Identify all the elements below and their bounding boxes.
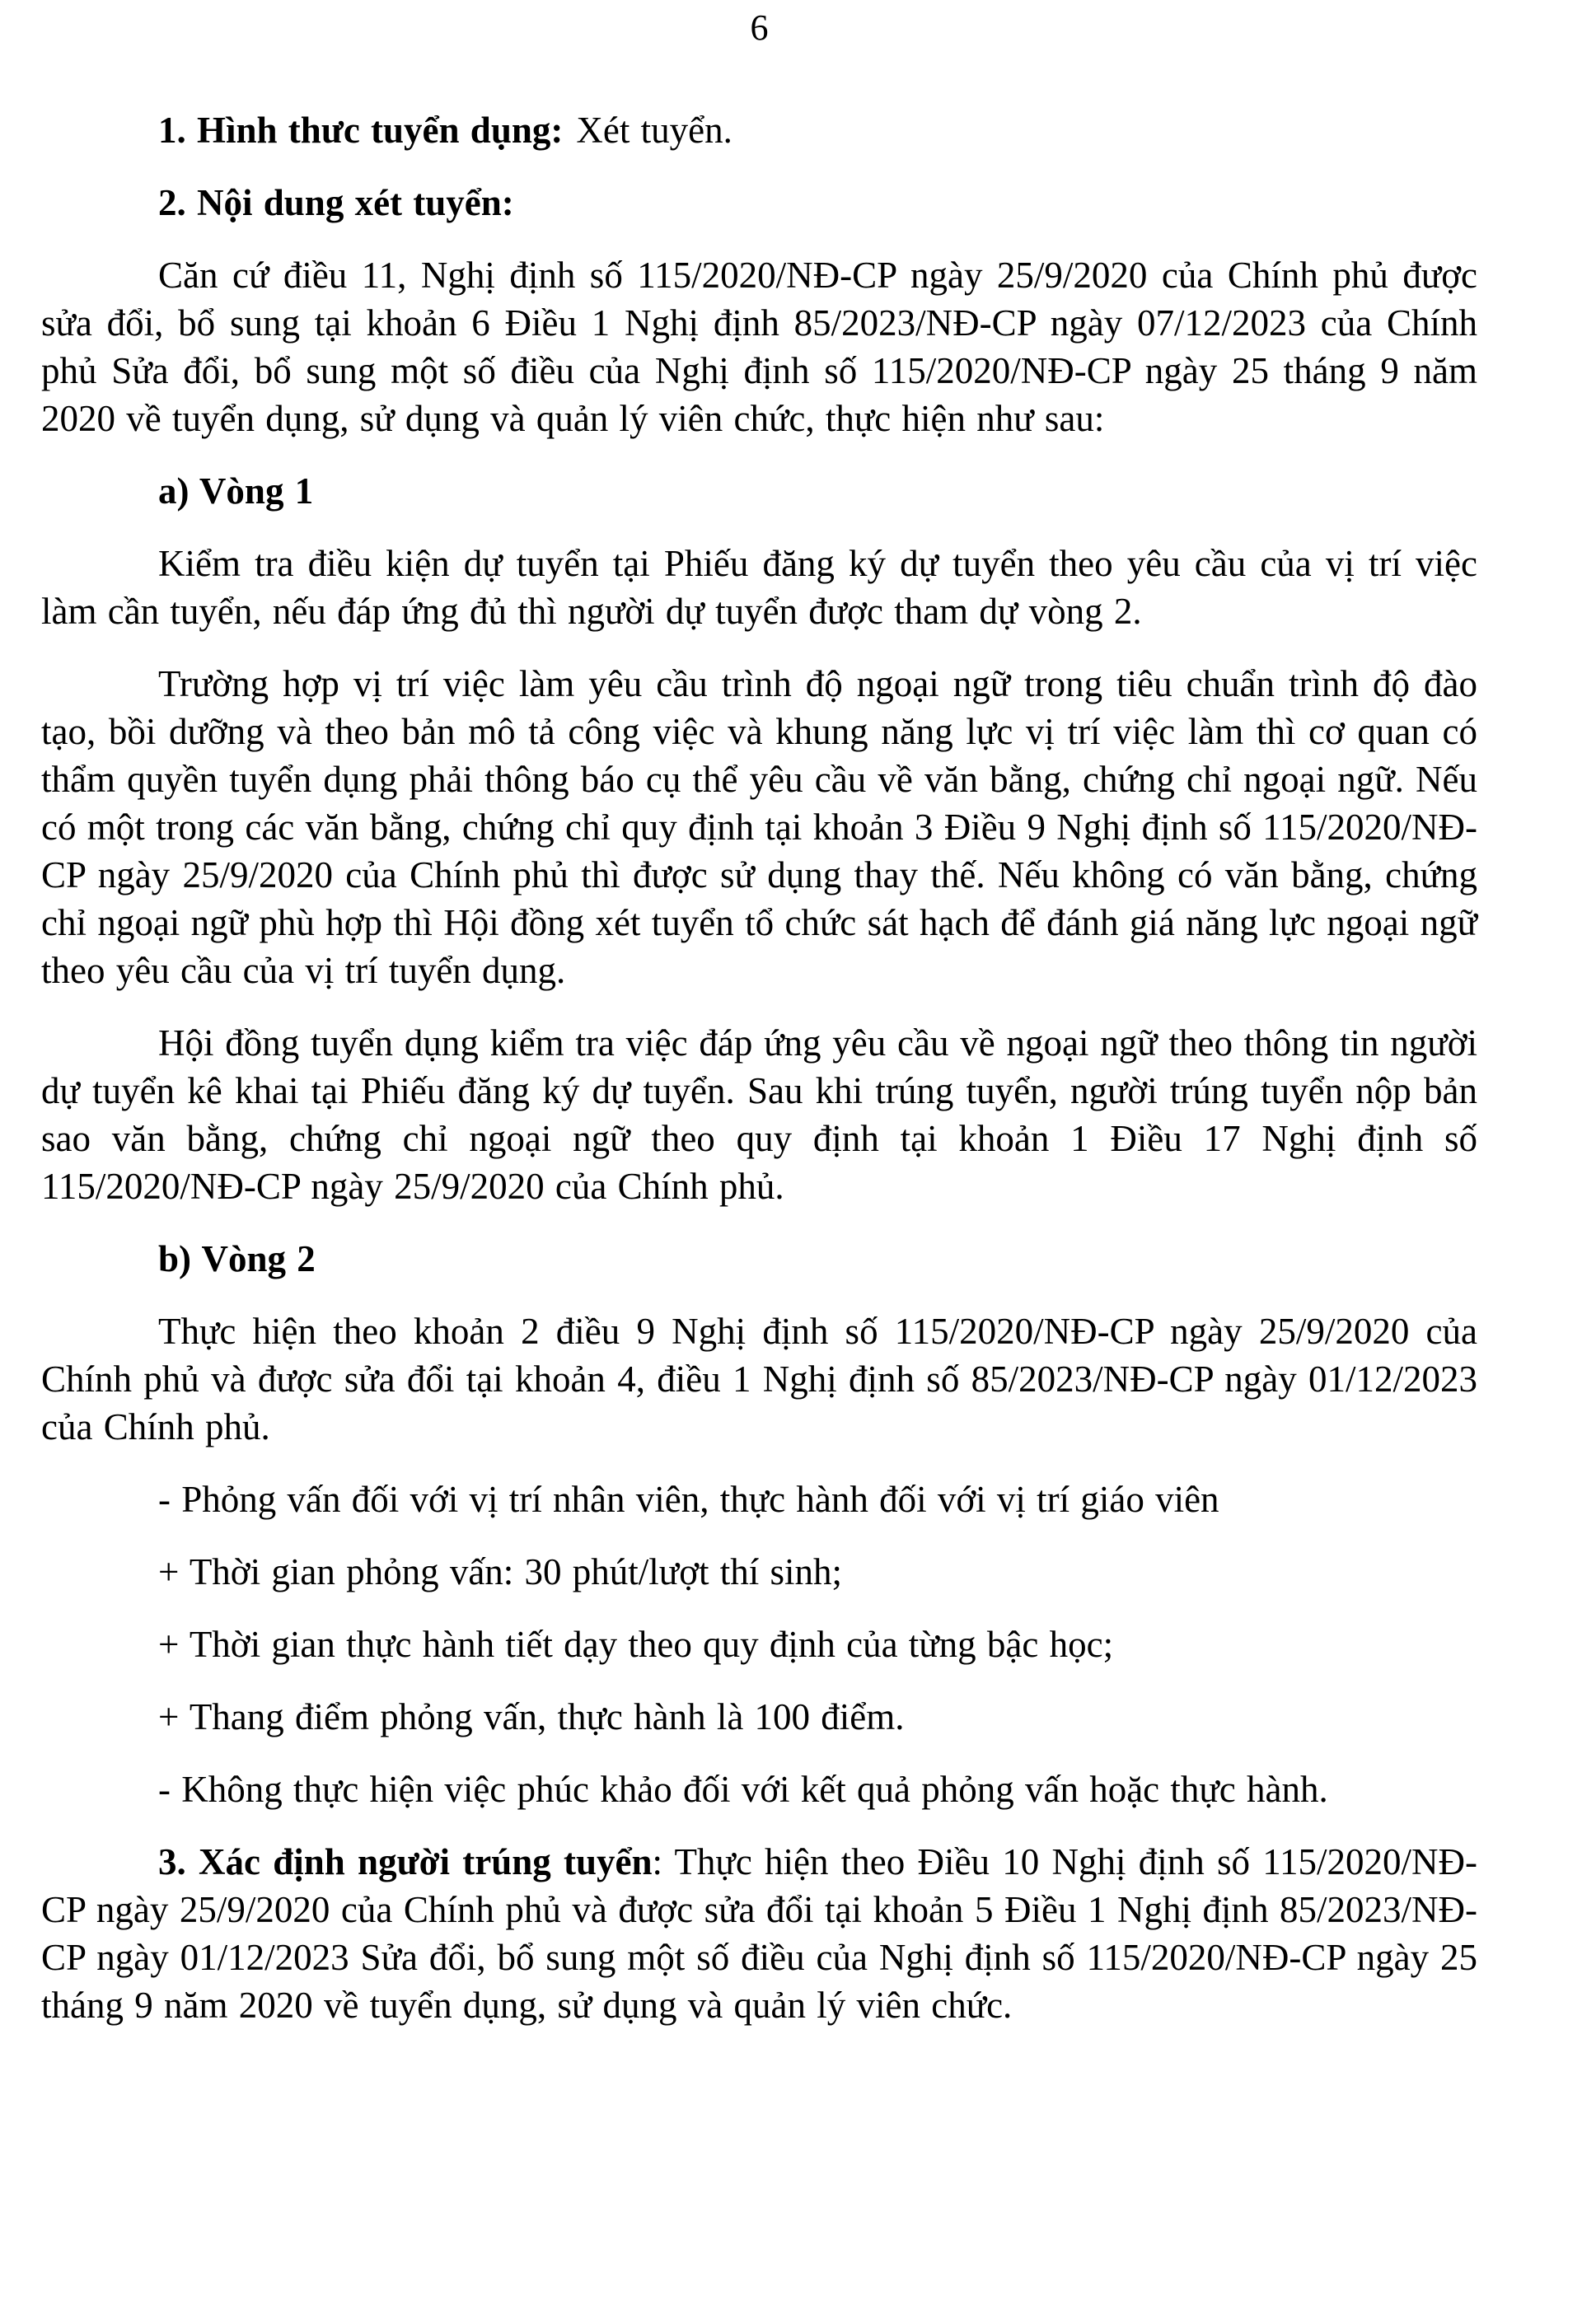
para-round1-condition-check: Kiểm tra điều kiện dự tuyển tại Phiếu đăng ký dự tuyển theo yêu cầu của vị trí việc làm cần tuyển, nếu đáp ứng đủ thì người dự tuyển được tham dự vòng 2. (41, 543, 1477, 632)
list-item-interview-or-practice: - Phỏng vấn đối với vị trí nhân viên, thực hành đối với vị trí giáo viên (158, 1479, 1219, 1520)
recruitment-form-label: 1. Hình thưc tuyển dụng: (158, 110, 564, 151)
recruitment-form-value: Xét tuyển. (576, 110, 732, 151)
list-item-interview-duration: + Thời gian phỏng vấn: 30 phút/lượt thí sinh; (158, 1551, 843, 1592)
para-no-review: - Không thực hiện việc phúc khảo đối với kết quả phỏng vấn hoặc thực hành. (158, 1769, 1328, 1810)
winner-heading-label: 3. Xác định người trúng tuyển (158, 1841, 653, 1882)
para-council-language-check: Hội đồng tuyển dụng kiểm tra việc đáp ứng yêu cầu về ngoại ngữ theo thông tin người dự tuyển kê khai tại Phiếu đăng ký dự tuyển. Sau khi trúng tuyển, người trúng tuyển nộp bản sao văn bằng, chứng chỉ ngoại ngữ theo quy định tại khoản 1 Điều 17 Nghị định số 115/2020/NĐ-CP ngày 25/9/2020 của Chính phủ. (41, 1022, 1477, 1207)
page-number: 6 (750, 7, 769, 48)
para-legal-basis: Căn cứ điều 11, Nghị định số 115/2020/NĐ-CP ngày 25/9/2020 của Chính phủ được sửa đổi, bổ sung tại khoản 6 Điều 1 Nghị định 85/2023/NĐ-CP ngày 07/12/2023 của Chính phủ Sửa đổi, bổ sung một số điều của Nghị định số 115/2020/NĐ-CP ngày 25 tháng 9 năm 2020 về tuyển dụng, sử dụng và quản lý viên chức, thực hiện như sau: (41, 255, 1477, 439)
para-foreign-language-requirement: Trường hợp vị trí việc làm yêu cầu trình độ ngoại ngữ trong tiêu chuẩn trình độ đào tạo, bồi dưỡng và theo bản mô tả công việc và khung năng lực vị trí việc làm thì cơ quan có thẩm quyền tuyển dụng phải thông báo cụ thể yêu cầu về văn bằng, chứng chỉ ngoại ngữ. Nếu có một trong các văn bằng, chứng chỉ quy định tại khoản 3 Điều 9 Nghị định số 115/2020/NĐ-CP ngày 25/9/2020 của Chính phủ thì được sử dụng thay thế. Nếu không có văn bằng, chứng chỉ ngoại ngữ phù hợp thì Hội đồng xét tuyển tổ chức sát hạch để đánh giá năng lực ngoại ngữ theo yêu cầu của vị trí tuyển dụng. (41, 663, 1477, 991)
winner-para-text: : Thực hiện theo Điều 10 Nghị định số 115/2020/NĐ-CP ngày 25/9/2020 của Chính phủ và được sửa đổi tại khoản 5 Điều 1 Nghị định 85/2023/NĐ-CP ngày 01/12/2023 Sửa đổi, bổ sung một số điều của Nghị định số 115/2020/NĐ-CP ngày 25 tháng 9 năm 2020 về tuyển dụng, sử dụng và quản lý viên chức. (41, 1841, 1478, 2026)
heading-round-1: a) Vòng 1 (158, 470, 314, 512)
para-round2-basis: Thực hiện theo khoản 2 điều 9 Nghị định số 115/2020/NĐ-CP ngày 25/9/2020 của Chính phủ và được sửa đổi tại khoản 4, điều 1 Nghị định số 85/2023/NĐ-CP ngày 01/12/2023 của Chính phủ. (41, 1311, 1477, 1447)
heading-round-2: b) Vòng 2 (158, 1238, 316, 1279)
heading-selection-content: 2. Nội dung xét tuyển: (158, 182, 514, 223)
heading-recruitment-form (41, 106, 1477, 154)
list-round2-details (41, 1475, 1477, 1741)
list-item-practice-duration: + Thời gian thực hành tiết dạy theo quy định của từng bậc học; (158, 1624, 1114, 1665)
para-winner-determination (41, 1838, 1477, 2029)
list-item-score-scale: + Thang điểm phỏng vấn, thực hành là 100 điểm. (158, 1696, 905, 1737)
